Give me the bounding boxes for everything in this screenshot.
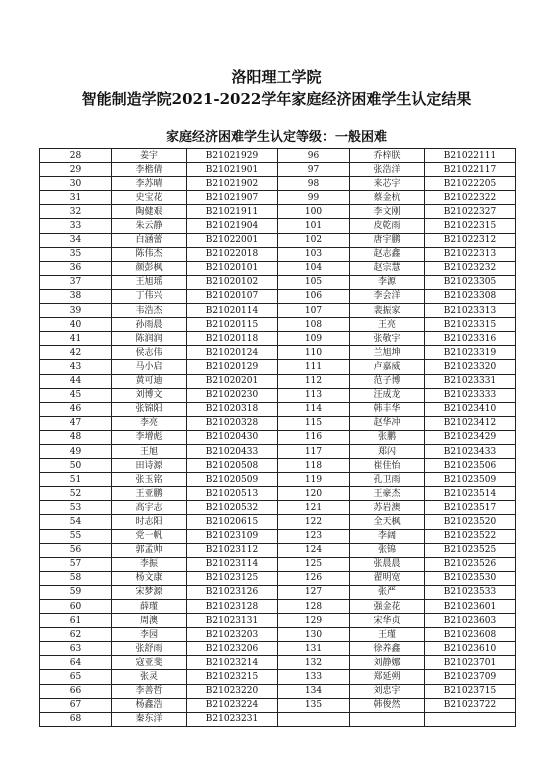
- seq-no-cell: 44: [40, 374, 112, 388]
- table-row: [40, 614, 516, 628]
- seq-no-cell: 53: [40, 501, 112, 515]
- seq-no-cell: 60: [40, 600, 112, 614]
- seq-no-cell: 40: [40, 318, 112, 332]
- student-id-cell: B21023109: [187, 529, 278, 543]
- student-id-cell: B21022313: [425, 247, 516, 261]
- student-id-cell: B21023220: [187, 684, 278, 698]
- student-id-cell: B21023520: [425, 515, 516, 529]
- seq-no-cell: 54: [40, 515, 112, 529]
- seq-no-cell: 108: [278, 318, 350, 332]
- table-row: [40, 656, 516, 670]
- student-name-cell: 乔梓朕: [350, 149, 425, 163]
- seq-no-cell: 135: [278, 698, 350, 712]
- student-name-cell: 李源: [350, 275, 425, 289]
- student-id-cell: B21021911: [187, 205, 278, 219]
- seq-no-cell: 36: [40, 261, 112, 275]
- student-name-cell: 宋华贞: [350, 614, 425, 628]
- student-id-cell: B21020430: [187, 430, 278, 444]
- table-row: [40, 191, 516, 205]
- seq-no-cell: 103: [278, 247, 350, 261]
- student-name-cell: 裴振家: [350, 304, 425, 318]
- seq-no-cell: 50: [40, 459, 112, 473]
- student-id-cell: B21023410: [425, 402, 516, 416]
- table-row: [40, 515, 516, 529]
- student-id-cell: B21021907: [187, 191, 278, 205]
- student-id-cell: B21023224: [187, 698, 278, 712]
- table-row: [40, 444, 516, 458]
- seq-no-cell: 100: [278, 205, 350, 219]
- student-id-cell: B21023112: [187, 543, 278, 557]
- student-id-cell: B21020118: [187, 332, 278, 346]
- seq-no-cell: 124: [278, 543, 350, 557]
- student-id-cell: B21022312: [425, 233, 516, 247]
- table-row: [40, 557, 516, 571]
- student-id-cell: B21022322: [425, 191, 516, 205]
- student-name-cell: 张敬宇: [350, 332, 425, 346]
- student-id-cell: B21023126: [187, 585, 278, 599]
- seq-no-cell: 28: [40, 149, 112, 163]
- seq-no-cell: 56: [40, 543, 112, 557]
- student-name-cell: 黄可迪: [112, 374, 187, 388]
- student-id-cell: B21023506: [425, 459, 516, 473]
- student-name-cell: 唐宇鹏: [350, 233, 425, 247]
- student-id-cell: B21023331: [425, 374, 516, 388]
- seq-no-cell: 109: [278, 332, 350, 346]
- seq-no-cell: 30: [40, 177, 112, 191]
- student-id-cell: B21020114: [187, 304, 278, 318]
- student-name-cell: 韩俊然: [350, 698, 425, 712]
- student-id-cell: B21020115: [187, 318, 278, 332]
- seq-no-cell: 38: [40, 289, 112, 303]
- table-row: [40, 712, 516, 726]
- seq-no-cell: 55: [40, 529, 112, 543]
- table-row: [40, 543, 516, 557]
- student-id-cell: B21020201: [187, 374, 278, 388]
- seq-no-cell: 43: [40, 360, 112, 374]
- seq-no-cell: 45: [40, 388, 112, 402]
- seq-no-cell: 37: [40, 275, 112, 289]
- student-name-cell: 来芯宇: [350, 177, 425, 191]
- seq-no-cell: 61: [40, 614, 112, 628]
- student-id-cell: B21023232: [425, 261, 516, 275]
- student-name-cell: 刘忠宇: [350, 684, 425, 698]
- student-name-cell: 崔佳怡: [350, 459, 425, 473]
- student-id-cell: B21021902: [187, 177, 278, 191]
- table-row: [40, 585, 516, 599]
- student-id-cell: B21023429: [425, 430, 516, 444]
- student-id-cell: B21023308: [425, 289, 516, 303]
- seq-no-cell: 62: [40, 628, 112, 642]
- student-name-cell: 张严: [350, 585, 425, 599]
- student-name-cell: 寇亚斐: [112, 656, 187, 670]
- student-name-cell: 李善哲: [112, 684, 187, 698]
- student-name-cell: 白涵蕾: [112, 233, 187, 247]
- seq-no-cell: 115: [278, 416, 350, 430]
- student-name-cell: 张鹏: [350, 430, 425, 444]
- student-name-cell: 张锦阳: [112, 402, 187, 416]
- student-id-cell: [425, 712, 516, 726]
- student-name-cell: 刘静娜: [350, 656, 425, 670]
- seq-no-cell: 129: [278, 614, 350, 628]
- student-name-cell: 李园: [112, 628, 187, 642]
- student-name-cell: 李楷倩: [112, 163, 187, 177]
- student-id-cell: B21023603: [425, 614, 516, 628]
- student-id-cell: B21020509: [187, 473, 278, 487]
- seq-no-cell: 125: [278, 557, 350, 571]
- student-name-cell: 孙雨晨: [112, 318, 187, 332]
- seq-no-cell: 97: [278, 163, 350, 177]
- student-name-cell: 郑延朔: [350, 670, 425, 684]
- student-id-cell: B21023412: [425, 416, 516, 430]
- student-name-cell: 王旭瑶: [112, 275, 187, 289]
- student-name-cell: 杨鑫浩: [112, 698, 187, 712]
- student-name-cell: 秦东洋: [112, 712, 187, 726]
- student-id-cell: B21023214: [187, 656, 278, 670]
- table-row: [40, 501, 516, 515]
- student-id-cell: B21020101: [187, 261, 278, 275]
- student-name-cell: 时志阳: [112, 515, 187, 529]
- student-id-cell: B21020508: [187, 459, 278, 473]
- student-name-cell: 陶健艰: [112, 205, 187, 219]
- seq-no-cell: 67: [40, 698, 112, 712]
- student-id-cell: B21023315: [425, 318, 516, 332]
- student-id-cell: B21023715: [425, 684, 516, 698]
- student-id-cell: B21023526: [425, 557, 516, 571]
- seq-no-cell: 58: [40, 571, 112, 585]
- table-row: [40, 388, 516, 402]
- student-name-cell: 汪成龙: [350, 388, 425, 402]
- seq-no-cell: 106: [278, 289, 350, 303]
- student-id-cell: B21020107: [187, 289, 278, 303]
- table-row: [40, 149, 516, 163]
- table-row: [40, 177, 516, 191]
- student-id-cell: B21023114: [187, 557, 278, 571]
- seq-no-cell: 110: [278, 346, 350, 360]
- student-name-cell: 李亮: [112, 416, 187, 430]
- seq-no-cell: 47: [40, 416, 112, 430]
- student-id-cell: B21023215: [187, 670, 278, 684]
- student-id-cell: B21020124: [187, 346, 278, 360]
- student-id-cell: B21023231: [187, 712, 278, 726]
- results-table-body: [40, 149, 516, 727]
- seq-no-cell: 117: [278, 444, 350, 458]
- seq-no-cell: 48: [40, 430, 112, 444]
- table-row: [40, 289, 516, 303]
- student-name-cell: 刘博文: [112, 388, 187, 402]
- seq-no-cell: 123: [278, 529, 350, 543]
- student-id-cell: B21023320: [425, 360, 516, 374]
- student-id-cell: B21022111: [425, 149, 516, 163]
- seq-no-cell: 51: [40, 473, 112, 487]
- student-id-cell: B21023313: [425, 304, 516, 318]
- table-row: [40, 374, 516, 388]
- student-name-cell: 强金花: [350, 600, 425, 614]
- student-id-cell: B21022117: [425, 163, 516, 177]
- student-id-cell: B21023601: [425, 600, 516, 614]
- table-row: [40, 628, 516, 642]
- student-id-cell: B21020513: [187, 487, 278, 501]
- seq-no-cell: 59: [40, 585, 112, 599]
- student-id-cell: B21023610: [425, 642, 516, 656]
- student-id-cell: B21020318: [187, 402, 278, 416]
- student-id-cell: B21021901: [187, 163, 278, 177]
- student-id-cell: B21023530: [425, 571, 516, 585]
- student-name-cell: 李增彪: [112, 430, 187, 444]
- seq-no-cell: 101: [278, 219, 350, 233]
- seq-no-cell: 41: [40, 332, 112, 346]
- seq-no-cell: 33: [40, 219, 112, 233]
- student-name-cell: 朱云静: [112, 219, 187, 233]
- seq-no-cell: 49: [40, 444, 112, 458]
- student-name-cell: 卢嘉威: [350, 360, 425, 374]
- seq-no-cell: 31: [40, 191, 112, 205]
- student-name-cell: 全天枫: [350, 515, 425, 529]
- results-table: [39, 148, 516, 727]
- student-name-cell: 宋梦源: [112, 585, 187, 599]
- student-name-cell: 薛瑾: [112, 600, 187, 614]
- table-row: [40, 304, 516, 318]
- student-name-cell: 徐养鑫: [350, 642, 425, 656]
- seq-no-cell: 132: [278, 656, 350, 670]
- student-name-cell: 王豪杰: [350, 487, 425, 501]
- student-id-cell: B21020433: [187, 444, 278, 458]
- seq-no-cell: 119: [278, 473, 350, 487]
- table-row: [40, 275, 516, 289]
- student-name-cell: 郑闪: [350, 444, 425, 458]
- table-row: [40, 698, 516, 712]
- school-name: 洛阳理工学院: [231, 68, 322, 86]
- student-id-cell: B21023514: [425, 487, 516, 501]
- student-id-cell: B21023517: [425, 501, 516, 515]
- student-id-cell: B21020532: [187, 501, 278, 515]
- table-row: [40, 529, 516, 543]
- student-id-cell: B21021929: [187, 149, 278, 163]
- student-id-cell: B21022315: [425, 219, 516, 233]
- seq-no-cell: 113: [278, 388, 350, 402]
- seq-no-cell: 46: [40, 402, 112, 416]
- student-id-cell: B21020102: [187, 275, 278, 289]
- table-row: [40, 360, 516, 374]
- table-row: [40, 571, 516, 585]
- student-id-cell: B21023131: [187, 614, 278, 628]
- table-row: [40, 670, 516, 684]
- student-name-cell: 王旭: [112, 444, 187, 458]
- seq-no-cell: 32: [40, 205, 112, 219]
- student-name-cell: 周澳: [112, 614, 187, 628]
- student-name-cell: 张灵: [112, 670, 187, 684]
- student-id-cell: B21022205: [425, 177, 516, 191]
- student-name-cell: 李会洋: [350, 289, 425, 303]
- student-name-cell: 张浩洋: [350, 163, 425, 177]
- student-name-cell: 马小启: [112, 360, 187, 374]
- student-name-cell: 陈伟杰: [112, 247, 187, 261]
- student-name-cell: 丁伟兴: [112, 289, 187, 303]
- student-name-cell: 李文刚: [350, 205, 425, 219]
- student-id-cell: B21023316: [425, 332, 516, 346]
- seq-no-cell: 68: [40, 712, 112, 726]
- seq-no-cell: 29: [40, 163, 112, 177]
- seq-no-cell: 116: [278, 430, 350, 444]
- student-name-cell: 兰旭坤: [350, 346, 425, 360]
- seq-no-cell: 120: [278, 487, 350, 501]
- student-name-cell: 皮乾雨: [350, 219, 425, 233]
- level-label: 家庭经济困难学生认定等级：一般困难: [165, 130, 387, 145]
- student-id-cell: B21020328: [187, 416, 278, 430]
- student-id-cell: B21023509: [425, 473, 516, 487]
- table-row: [40, 600, 516, 614]
- table-row: [40, 205, 516, 219]
- seq-no-cell: 114: [278, 402, 350, 416]
- student-id-cell: B21023206: [187, 642, 278, 656]
- student-name-cell: 郭孟帅: [112, 543, 187, 557]
- seq-no-cell: 105: [278, 275, 350, 289]
- student-id-cell: B21023333: [425, 388, 516, 402]
- student-id-cell: B21023433: [425, 444, 516, 458]
- table-row: [40, 487, 516, 501]
- table-row: [40, 430, 516, 444]
- seq-no-cell: 102: [278, 233, 350, 247]
- table-row: [40, 473, 516, 487]
- seq-no-cell: 65: [40, 670, 112, 684]
- student-id-cell: B21023319: [425, 346, 516, 360]
- seq-no-cell: 130: [278, 628, 350, 642]
- seq-no-cell: 98: [278, 177, 350, 191]
- seq-no-cell: 133: [278, 670, 350, 684]
- student-name-cell: 王亮: [350, 318, 425, 332]
- student-id-cell: B21022001: [187, 233, 278, 247]
- student-name-cell: 张舒雨: [112, 642, 187, 656]
- seq-no-cell: 107: [278, 304, 350, 318]
- student-name-cell: 高宇志: [112, 501, 187, 515]
- student-id-cell: B21022327: [425, 205, 516, 219]
- seq-no-cell: 34: [40, 233, 112, 247]
- seq-no-cell: 63: [40, 642, 112, 656]
- student-id-cell: B21023305: [425, 275, 516, 289]
- seq-no-cell: 104: [278, 261, 350, 275]
- seq-no-cell: 111: [278, 360, 350, 374]
- table-row: [40, 233, 516, 247]
- table-row: [40, 402, 516, 416]
- student-name-cell: 陈润润: [112, 332, 187, 346]
- seq-no-cell: 131: [278, 642, 350, 656]
- document-title: 智能制造学院2021-2022学年家庭经济困难学生认定结果: [81, 90, 472, 108]
- student-name-cell: 田诗源: [112, 459, 187, 473]
- student-name-cell: 赵志鑫: [350, 247, 425, 261]
- student-id-cell: B21023128: [187, 600, 278, 614]
- student-name-cell: 范子博: [350, 374, 425, 388]
- seq-no-cell: 99: [278, 191, 350, 205]
- seq-no-cell: 126: [278, 571, 350, 585]
- student-name-cell: 李苏晴: [112, 177, 187, 191]
- seq-no-cell: 128: [278, 600, 350, 614]
- student-name-cell: 史宝花: [112, 191, 187, 205]
- seq-no-cell: 35: [40, 247, 112, 261]
- seq-no-cell: 57: [40, 557, 112, 571]
- seq-no-cell: 64: [40, 656, 112, 670]
- table-row: [40, 332, 516, 346]
- student-name-cell: 颜彭枫: [112, 261, 187, 275]
- student-id-cell: B21023709: [425, 670, 516, 684]
- student-name-cell: 党一帆: [112, 529, 187, 543]
- seq-no-cell: 112: [278, 374, 350, 388]
- student-name-cell: 蔡金杭: [350, 191, 425, 205]
- student-id-cell: B21023525: [425, 543, 516, 557]
- table-row: [40, 416, 516, 430]
- student-id-cell: B21023125: [187, 571, 278, 585]
- student-name-cell: 韦浩杰: [112, 304, 187, 318]
- student-id-cell: B21023608: [425, 628, 516, 642]
- student-id-cell: B21020615: [187, 515, 278, 529]
- table-row: [40, 219, 516, 233]
- student-name-cell: 张玉铭: [112, 473, 187, 487]
- student-name-cell: [350, 712, 425, 726]
- student-name-cell: 孔卫雨: [350, 473, 425, 487]
- seq-no-cell: 42: [40, 346, 112, 360]
- student-name-cell: 王瑾: [350, 628, 425, 642]
- student-name-cell: 张锦: [350, 543, 425, 557]
- student-name-cell: 张晨晨: [350, 557, 425, 571]
- student-name-cell: 李阔: [350, 529, 425, 543]
- seq-no-cell: 118: [278, 459, 350, 473]
- student-id-cell: B21022018: [187, 247, 278, 261]
- student-id-cell: B21020230: [187, 388, 278, 402]
- seq-no-cell: 96: [278, 149, 350, 163]
- seq-no-cell: 134: [278, 684, 350, 698]
- student-id-cell: B21020129: [187, 360, 278, 374]
- table-row: [40, 247, 516, 261]
- table-row: [40, 459, 516, 473]
- table-row: [40, 318, 516, 332]
- seq-no-cell: 127: [278, 585, 350, 599]
- table-row: [40, 684, 516, 698]
- table-row: [40, 163, 516, 177]
- student-id-cell: B21021904: [187, 219, 278, 233]
- table-row: [40, 642, 516, 656]
- student-name-cell: 侯志伟: [112, 346, 187, 360]
- seq-no-cell: 122: [278, 515, 350, 529]
- seq-no-cell: 66: [40, 684, 112, 698]
- student-name-cell: 赵宗慧: [350, 261, 425, 275]
- seq-no-cell: 39: [40, 304, 112, 318]
- seq-no-cell: 121: [278, 501, 350, 515]
- student-name-cell: 韩丰华: [350, 402, 425, 416]
- student-id-cell: B21023701: [425, 656, 516, 670]
- student-name-cell: 杨文康: [112, 571, 187, 585]
- table-row: [40, 261, 516, 275]
- student-name-cell: 姜宇: [112, 149, 187, 163]
- student-id-cell: B21023203: [187, 628, 278, 642]
- student-name-cell: 王亚鹏: [112, 487, 187, 501]
- student-id-cell: B21023522: [425, 529, 516, 543]
- student-name-cell: 苏岩澳: [350, 501, 425, 515]
- student-name-cell: 翟明宽: [350, 571, 425, 585]
- student-id-cell: B21023722: [425, 698, 516, 712]
- seq-no-cell: 52: [40, 487, 112, 501]
- student-id-cell: B21023533: [425, 585, 516, 599]
- seq-no-cell: [278, 712, 350, 726]
- student-name-cell: 李振: [112, 557, 187, 571]
- table-row: [40, 346, 516, 360]
- student-name-cell: 赵华冲: [350, 416, 425, 430]
